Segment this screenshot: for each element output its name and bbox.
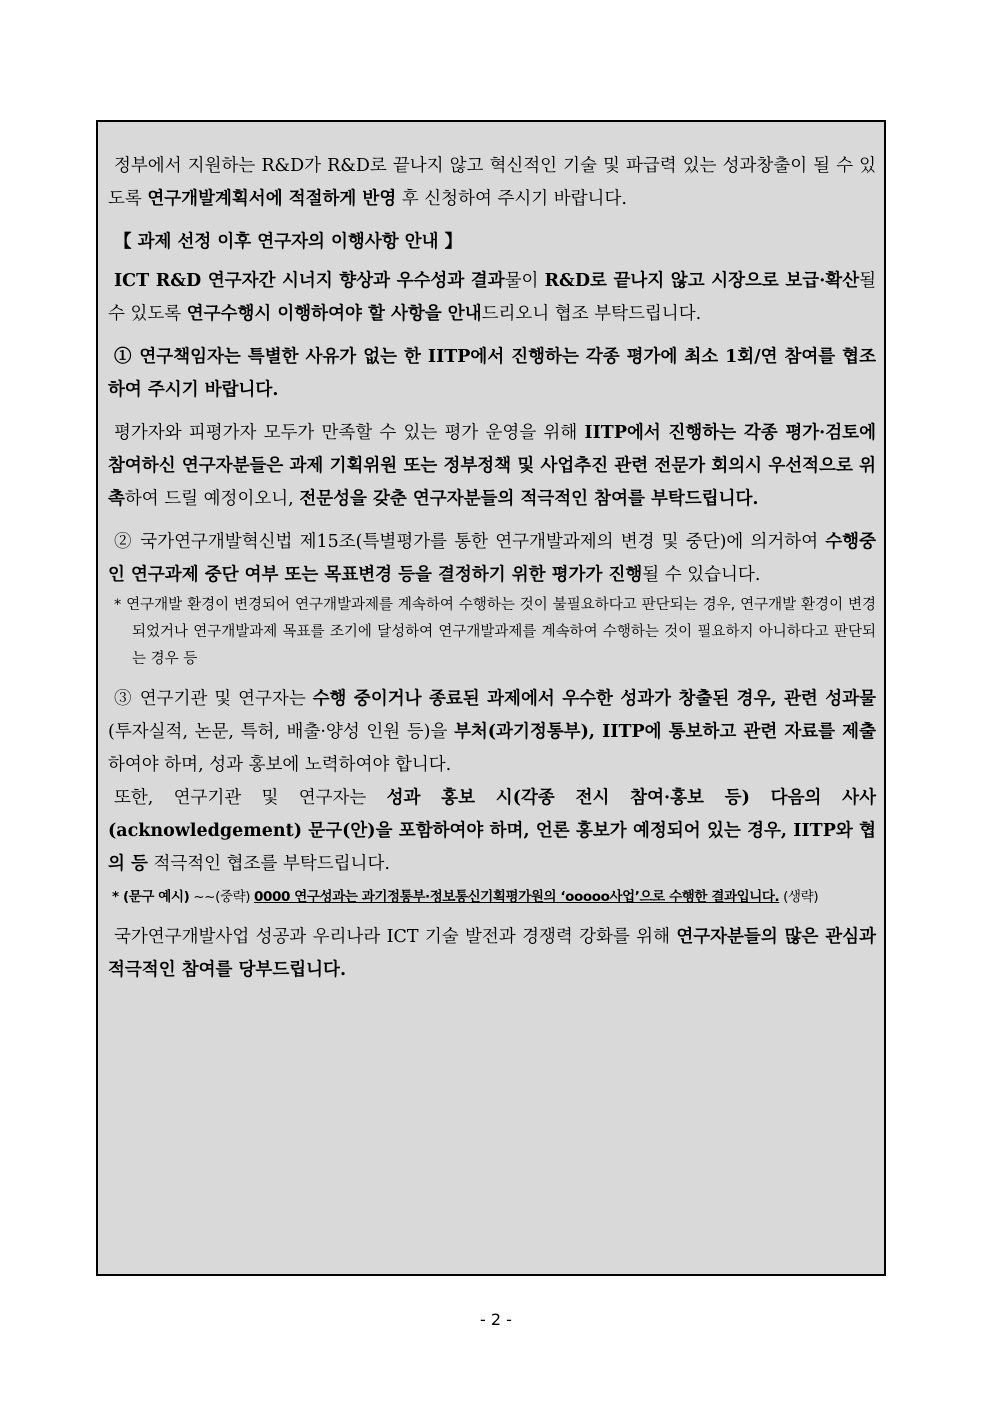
item-3: ③ 연구기관 및 연구자는 수행 중이거나 종료된 과제에서 우수한 성과가 창출된 경우, 관련 성과물(투자실적, 논문, 특허, 배출·양성 인원 등)을 부처(과기정통부), IITP에 통보하고 관련 자료를 제출하여야 하며, 성과 홍보에 노력하여야 합니다. — [108, 689, 876, 775]
notice-box — [96, 120, 886, 1276]
item-2-note: * 연구개발 환경이 변경되어 연구개발과제를 계속하여 수행하는 것이 불필요하다고 판단되는 경우, 연구개발 환경이 변경되었거나 연구개발과제 목표를 조기에 달성하여 연구개발과제를 계속하여 수행하는 것이 필요하지 아니하다고 판단되는 경우 등 — [114, 597, 876, 667]
item-2: ② 국가연구개발혁신법 제15조(특별평가를 통한 연구개발과제의 변경 및 중단)에 의거하여 수행중인 연구과제 중단 여부 또는 목표변경 등을 결정하기 위한 평가가 진행될 수 있습니다. — [108, 532, 876, 585]
acknowledgement-paragraph: 또한, 연구기관 및 연구자는 성과 홍보 시(각종 전시 참여·홍보 등) 다음의 사사 (acknowledgement) 문구(안)을 포함하여야 하며, 언론 홍보가 예정되어 있는 경우, IITP와 협의 등 적극적인 협조를 부탁드립니다. — [108, 788, 876, 874]
evaluator-paragraph: 평가자와 피평가자 모두가 만족할 수 있는 평가 운영을 위해 IITP에서 진행하는 각종 평가·검토에 참여하신 연구자분들은 과제 기획위원 또는 정부정책 및 사업추진 관련 전문가 회의시 우선적으로 위촉하여 드릴 예정이오니, 전문성을 갖춘 연구자분들의 적극적인 참여를 부탁드립니다. — [108, 423, 876, 509]
page-number: - 2 - — [480, 1310, 512, 1329]
acknowledgement-example: * (문구 예시) ~~(중략) 0000 연구성과는 과기정통부·정보통신기획평가원의 ‘ooooo사업’으로 수행한 결과입니다. (생략) — [112, 889, 819, 905]
notice-content — [108, 150, 876, 987]
guide-intro-paragraph: ICT R&D 연구자간 시너지 향상과 우수성과 결과물이 R&D로 끝나지 않고 시장으로 보급·확산될 수 있도록 연구수행시 이행하여야 할 사항을 안내드리오니 협조 부탁드립니다. — [108, 271, 877, 324]
intro-paragraph: 정부에서 지원하는 R&D가 R&D로 끝나지 않고 혁신적인 기술 및 파급력 있는 성과창출이 될 수 있도록 연구개발계획서에 적절하게 반영 후 신청하여 주시기 바랍니다. — [108, 156, 876, 209]
closing-paragraph: 국가연구개발사업 성공과 우리나라 ICT 기술 발전과 경쟁력 강화를 위해 연구자분들의 많은 관심과 적극적인 참여를 당부드립니다. — [108, 927, 876, 980]
item-1: ① 연구책임자는 특별한 사유가 없는 한 IITP에서 진행하는 각종 평가에 최소 1회/연 참여를 협조하여 주시기 바랍니다. — [108, 347, 876, 400]
section-heading: 【 과제 선정 이후 연구자의 이행사항 안내 】 — [114, 232, 463, 252]
